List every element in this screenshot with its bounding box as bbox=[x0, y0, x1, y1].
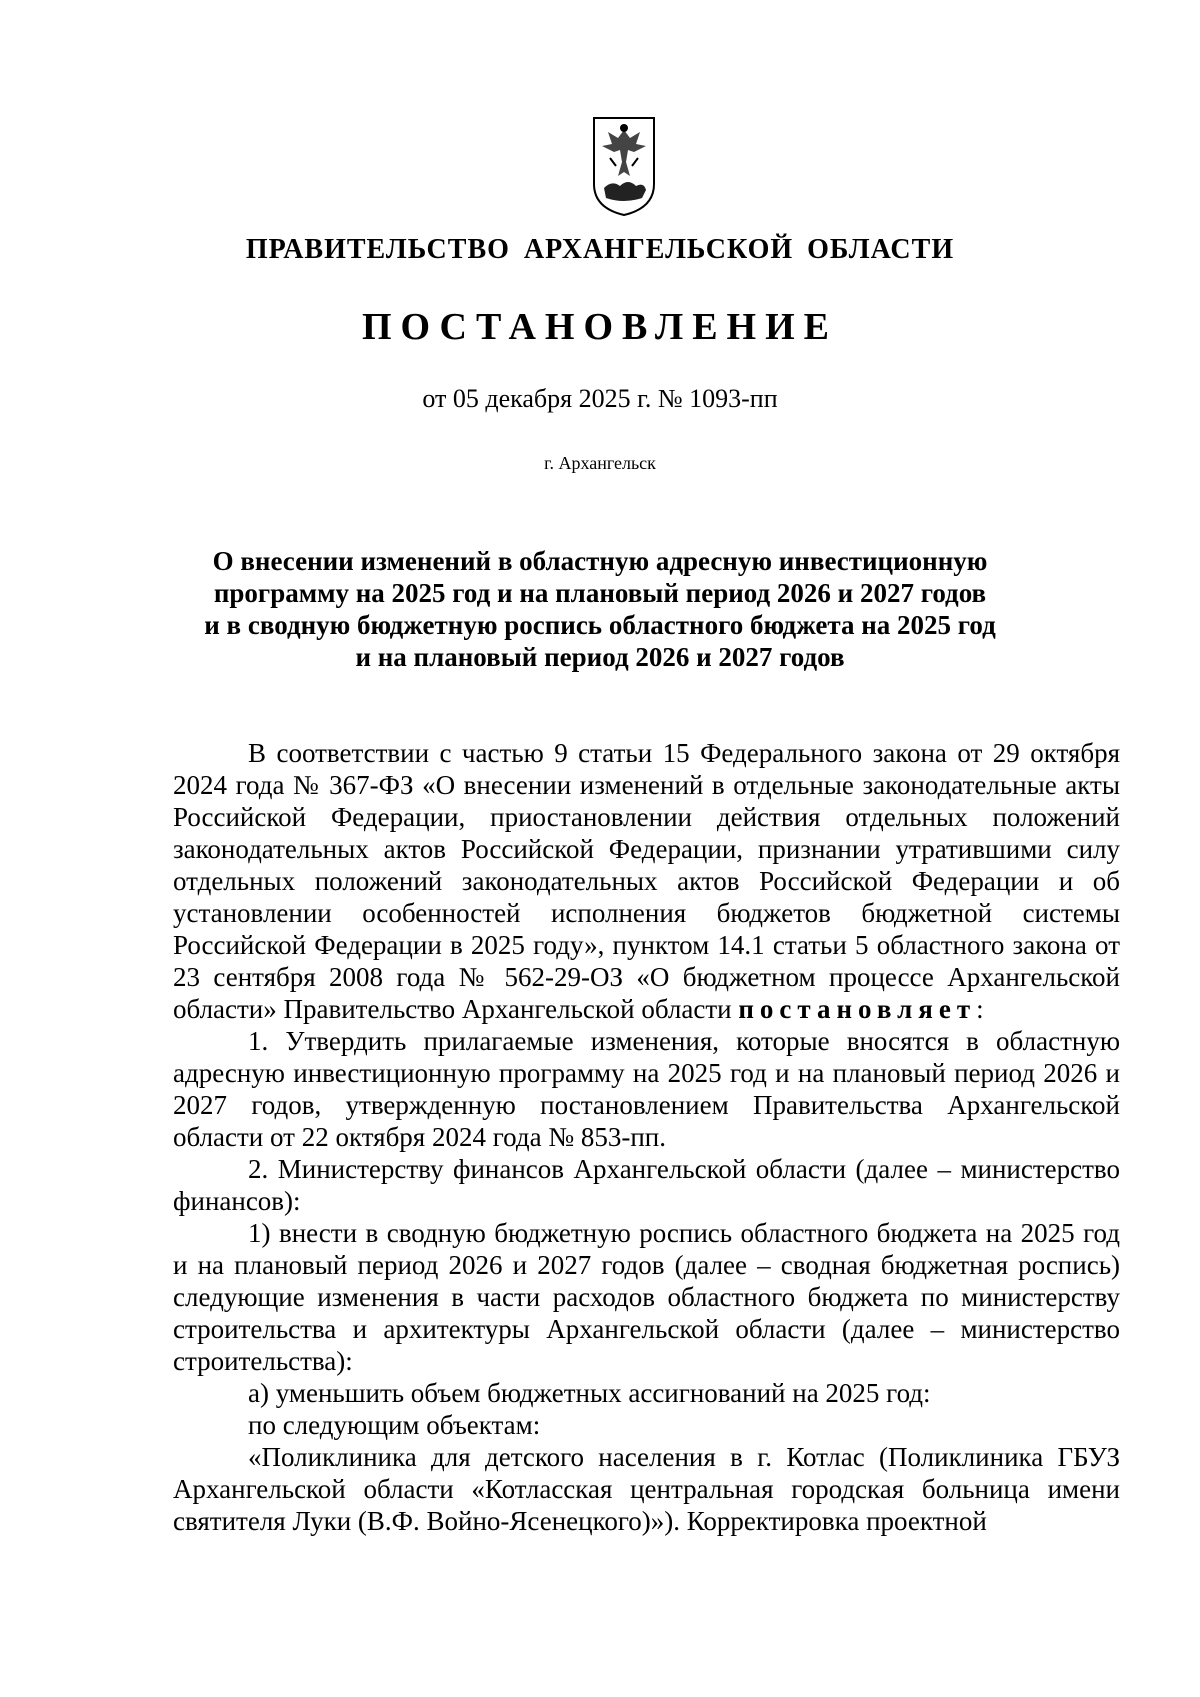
subject-line: и на плановый период 2026 и 2027 годов bbox=[355, 642, 845, 672]
body-paragraph-object: «Поликлиника для детского населения в г. Котлас (Поликлиника ГБУЗ Архангельской области «Котласская центральная городская больница имени святителя Луки (В.Ф. Войно-Ясенецкого)»). Корректировка проектной bbox=[173, 1442, 1120, 1536]
government-title: ПРАВИТЕЛЬСТВО АРХАНГЕЛЬСКОЙ ОБЛАСТИ bbox=[245, 234, 955, 265]
subject-line: О внесении изменений в областную адресную инвестиционную bbox=[212, 546, 988, 576]
preamble-text: В соответствии с частью 9 статьи 15 Федерального закона от 29 октября 2024 года № 367-ФЗ «О внесении изменений в отдельные законодательные акты Российской Федерации, приостановлении действия отдельных положений законодательных актов Российской Федерации, признании утратившими силу отдельных положений законодательных актов Российской Федерации и об установлении особенностей исполнения бюджетов бюджетной системы Российской Федерации в 2025 году», пунктом 14.1 статьи 5 областного закона от 23 сентября 2008 года № 562-29-ОЗ «О бюджетном процессе Архангельской области» Правительство Архангельской области bbox=[173, 738, 1120, 1024]
subject-line: и в сводную бюджетную роспись областного бюджета на 2025 год bbox=[204, 610, 996, 640]
document-city: г. Архангельск bbox=[544, 453, 656, 473]
body-paragraph-item-2: 2. Министерству финансов Архангельской области (далее – министерство финансов): bbox=[173, 1154, 1120, 1216]
body-paragraph-item-1: 1. Утвердить прилагаемые изменения, которые вносятся в областную адресную инвестиционную программу на 2025 год и на плановый период 2026 и 2027 годов, утвержденную постановлением Правительства Архангельской области от 22 октября 2024 года № 853-пп. bbox=[173, 1026, 1120, 1152]
body-paragraph-subitem-a: а) уменьшить объем бюджетных ассигнований на 2025 год: bbox=[248, 1378, 931, 1408]
resolution-verb: постановляет bbox=[738, 994, 977, 1024]
document-type-title: ПОСТАНОВЛЕНИЕ bbox=[361, 306, 839, 348]
body-paragraph-subitem-1: 1) внести в сводную бюджетную роспись областного бюджета на 2025 год и на плановый период 2026 и 2027 годов (далее – сводная бюджетная роспись) следующие изменения в части расходов областного бюджета по министерству строительства и архитектуры Архангельской области (далее – министерство строительства): bbox=[173, 1218, 1120, 1376]
preamble-colon: : bbox=[976, 994, 984, 1024]
subject-line: программу на 2025 год и на плановый период 2026 и 2027 годов bbox=[213, 578, 987, 608]
coat-of-arms-emblem bbox=[590, 114, 658, 218]
body-paragraph-objects-intro: по следующим объектам: bbox=[248, 1410, 541, 1440]
document-subject bbox=[0, 545, 1200, 673]
body-paragraph-preamble bbox=[173, 737, 1120, 1025]
document-body bbox=[173, 737, 1120, 1537]
document-date-number: от 05 декабря 2025 г. № 1093-пп bbox=[422, 384, 778, 413]
